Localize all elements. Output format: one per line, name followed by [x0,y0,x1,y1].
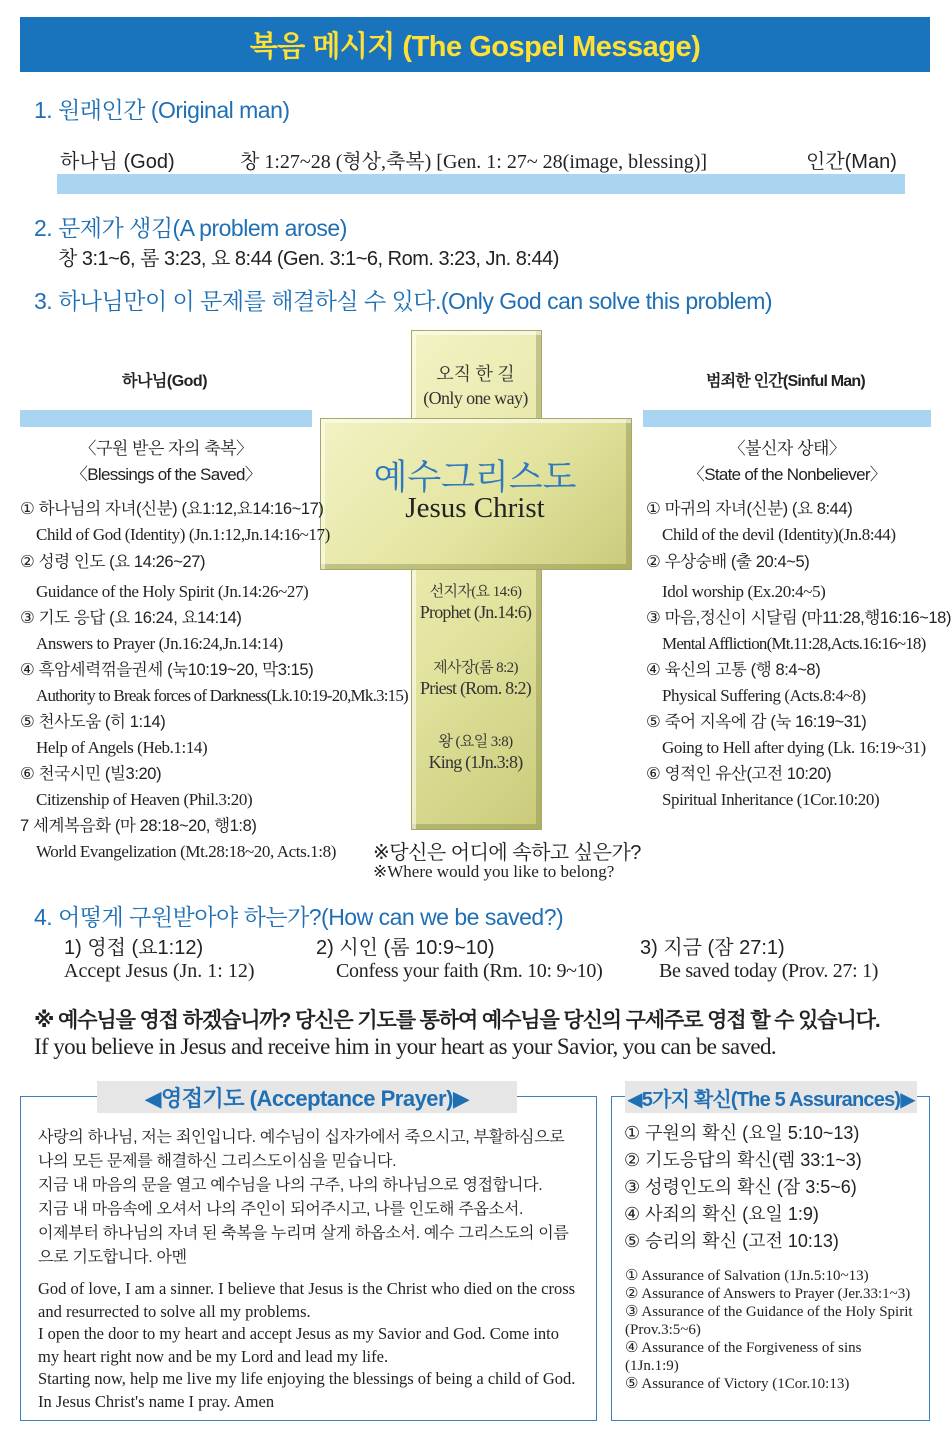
list-item: ③ 기도 응답 (요 16:24, 요14:14) Answers to Prayer (Jn.16:24,Jn.14:14) [20,609,283,653]
list-item: ① 마귀의 자녀(신분) (요 8:44) Child of the devil (Identity)(Jn.8:44) [646,500,896,544]
relationship-bar [57,174,905,194]
list-item: ② 성령 인도 (요 14:26~27) Guidance of the Holy Spirit (Jn.14:26~27) [20,553,309,601]
title-banner [20,17,930,72]
saved-heading-ko: 〈구원 받은 자의 축복〉 [79,439,253,458]
cross-role-king-en: King (1Jn.3:8) [428,752,523,772]
list-item: ④ 사죄의 확신 (요일 1:9) [624,1204,819,1224]
god-label: 하나님 (God) [60,151,175,173]
assurances-english-list [625,1267,915,1393]
acceptance-prayer-title-tab [97,1081,517,1113]
five-assurances-title-tab [625,1081,917,1113]
section3-heading: 3. 하나님만이 이 문제를 해결하실 수 있다.(Only God can solve this problem) [34,288,773,314]
cross-only-way-en: (Only one way) [423,388,528,408]
cross-only-way-ko: 오직 한 길 [436,364,515,384]
list-item: ⑥ 천국시민 (빌3:20) Citizenship of Heaven (Phil.3:20) [20,765,253,809]
saved-blessings-list [20,496,408,865]
assurances-korean-list [624,1120,862,1255]
step3-en: Be saved today (Prov. 27: 1) [659,960,879,982]
step3-ko: 3) 지금 (잠 27:1) [640,937,785,959]
step2-en: Confess your faith (Rm. 10: 9~10) [336,960,603,982]
list-item: ① Assurance of Salvation (1Jn.5:10~13) [625,1268,869,1284]
list-item: ⑤ 승리의 확신 (고전 10:13) [624,1231,839,1251]
sinful-man-label: 범죄한 인간(Sinful Man) [706,373,865,390]
step1-en: Accept Jesus (Jn. 1: 12) [64,960,255,982]
cross-role-king-ko: 왕 (요일 3:8) [438,734,513,750]
saved-heading-en: 〈Blessings of the Saved〉 [70,465,262,484]
list-item: ② Assurance of Answers to Prayer (Jer.33:1~3) [625,1286,911,1302]
list-item: 7 세계복음화 (마 28:18~20, 행1:8) World Evangelization (Mt.28:18~20, Acts.1:8) [20,817,336,861]
belonging-question-en: ※Where would you like to belong? [373,862,615,881]
list-item: ② 기도응답의 확신(렘 33:1~3) [624,1150,862,1170]
list-item: ③ 성령인도의 확신 (잠 3:5~6) [624,1177,857,1197]
list-item: ③ 마음,정신이 시달림 (마11:28,행16:16~18) Mental Affliction(Mt.11:28,Acts.16:16~18) [646,609,951,653]
cross-role-priest-ko: 제사장(롬 8:2) [433,660,518,676]
cross-role-priest-en: Priest (Rom. 8:2) [420,678,531,698]
left-gap-bar [20,410,312,427]
right-gap-bar [643,410,931,427]
list-item: ③ Assurance of the Guidance of the Holy Spirit (Prov.3:5~6) [625,1304,913,1338]
page-title: 복음 메시지 (The Gospel Message) [249,31,701,63]
step1-ko: 1) 영접 (요1:12) [64,937,204,959]
list-item: ⑤ Assurance of Victory (1Cor.10:13) [625,1376,850,1392]
invitation-ko: ※ 예수님을 영접 하겠습니까? 당신은 기도를 통하여 예수님을 당신의 구세주로 영접 할 수 있습니다. [34,1009,880,1032]
prayer-korean: 사랑의 하나님, 저는 죄인입니다. 예수님이 십자가에서 죽으시고, 부활하심으로 나의 모든 문제를 해결하신 그리스도이심을 믿습니다. 지금 내 마음의 문을 열고 예수님을 나의 구주, 나의 하나님으로 영접합니다. 지금 내 마음속에 오셔서 나의 주인이 되어주시고, 나를 인도해 주옵소서. 이제부터 하나님의 자녀 된 축복을 누리며 살게 하옵소서. 예수 그리스도의 이름으로 기도합니다. 아멘 [38,1129,569,1266]
list-item: ⑤ 천사도움 (히 1:14) Help of Angels (Heb.1:14) [20,713,208,757]
invitation-en: If you believe in Jesus and receive him in your heart as your Savior, you can be saved. [34,1034,777,1059]
cross-role-prophet-en: Prophet (Jn.14:6) [419,602,532,622]
list-item: ① 구원의 확신 (요일 5:10~13) [624,1123,860,1143]
step2-ko: 2) 시인 (롬 10:9~10) [316,937,495,959]
cross-name-ko: 예수그리스도 [373,458,577,497]
nonbeliever-heading-ko: 〈불신자 상태〉 [728,439,846,458]
nonbeliever-heading-en: 〈State of the Nonbeliever〉 [687,465,887,484]
list-item: ④ 육신의 고통 (행 8:4~8) Physical Suffering (Acts.8:4~8) [646,661,866,705]
five-assurances-title: ◀5가지 확신(The 5 Assurances)▶ [627,1088,915,1111]
acceptance-prayer-title: ◀영접기도 (Acceptance Prayer)▶ [144,1085,470,1111]
man-label: 인간(Man) [806,151,897,173]
list-item: ④ 흑암세력꺾을권세 (눅10:19~20, 막3:15) Authority to Break forces of Darkness(Lk.10:19-20,Mk.3:15) [20,661,408,705]
prayer-english: God of love, I am a sinner. I believe that Jesus is the Christ who died on the cross and resurrected to solve all my problems. I open the door to my heart and accept Jesus as my Savior and God. Come into my heart right now and be my Lord and lead my life. Starting now, help me live my life enjoying the blessings of being a child of God. In Jesus Christ's name I pray. Amen [38,1279,576,1411]
belonging-question-ko: ※당신은 어디에 속하고 싶은가? [373,842,641,864]
section1-heading: 1. 원래인간 (Original man) [34,97,290,123]
genesis-verse: 창 1:27~28 (형상,축복) [Gen. 1: 27~ 28(image, blessing)] [240,151,708,173]
god-side-label: 하나님(God) [122,373,208,390]
list-item: ⑤ 죽어 지옥에 감 (눅 16:19~31) Going to Hell after dying (Lk. 16:19~31) [646,713,926,757]
section4-heading: 4. 어떻게 구원받아야 하는가?(How can we be saved?) [34,904,564,930]
nonbeliever-state-list [646,496,951,813]
list-item: ① 하나님의 자녀(신분) (요1:12,요14:16~17) Child of God (Identity) (Jn.1:12,Jn.14:16~17) [20,500,330,544]
cross-role-prophet-ko: 선지자(요 14:6) [429,584,522,600]
section2-heading: 2. 문제가 생김(A problem arose) [34,215,347,241]
list-item: ④ Assurance of the Forgiveness of sins (1Jn.1:9) [625,1340,862,1374]
list-item: ⑥ 영적인 유산(고전 10:20) Spiritual Inheritance (1Cor.10:20) [646,765,880,809]
cross-name-en: Jesus Christ [405,492,545,524]
list-item: ② 우상숭배 (출 20:4~5) Idol worship (Ex.20:4~5) [646,553,826,601]
problem-verses: 창 3:1~6, 롬 3:23, 요 8:44 (Gen. 3:1~6, Rom. 3:23, Jn. 8:44) [58,248,559,270]
